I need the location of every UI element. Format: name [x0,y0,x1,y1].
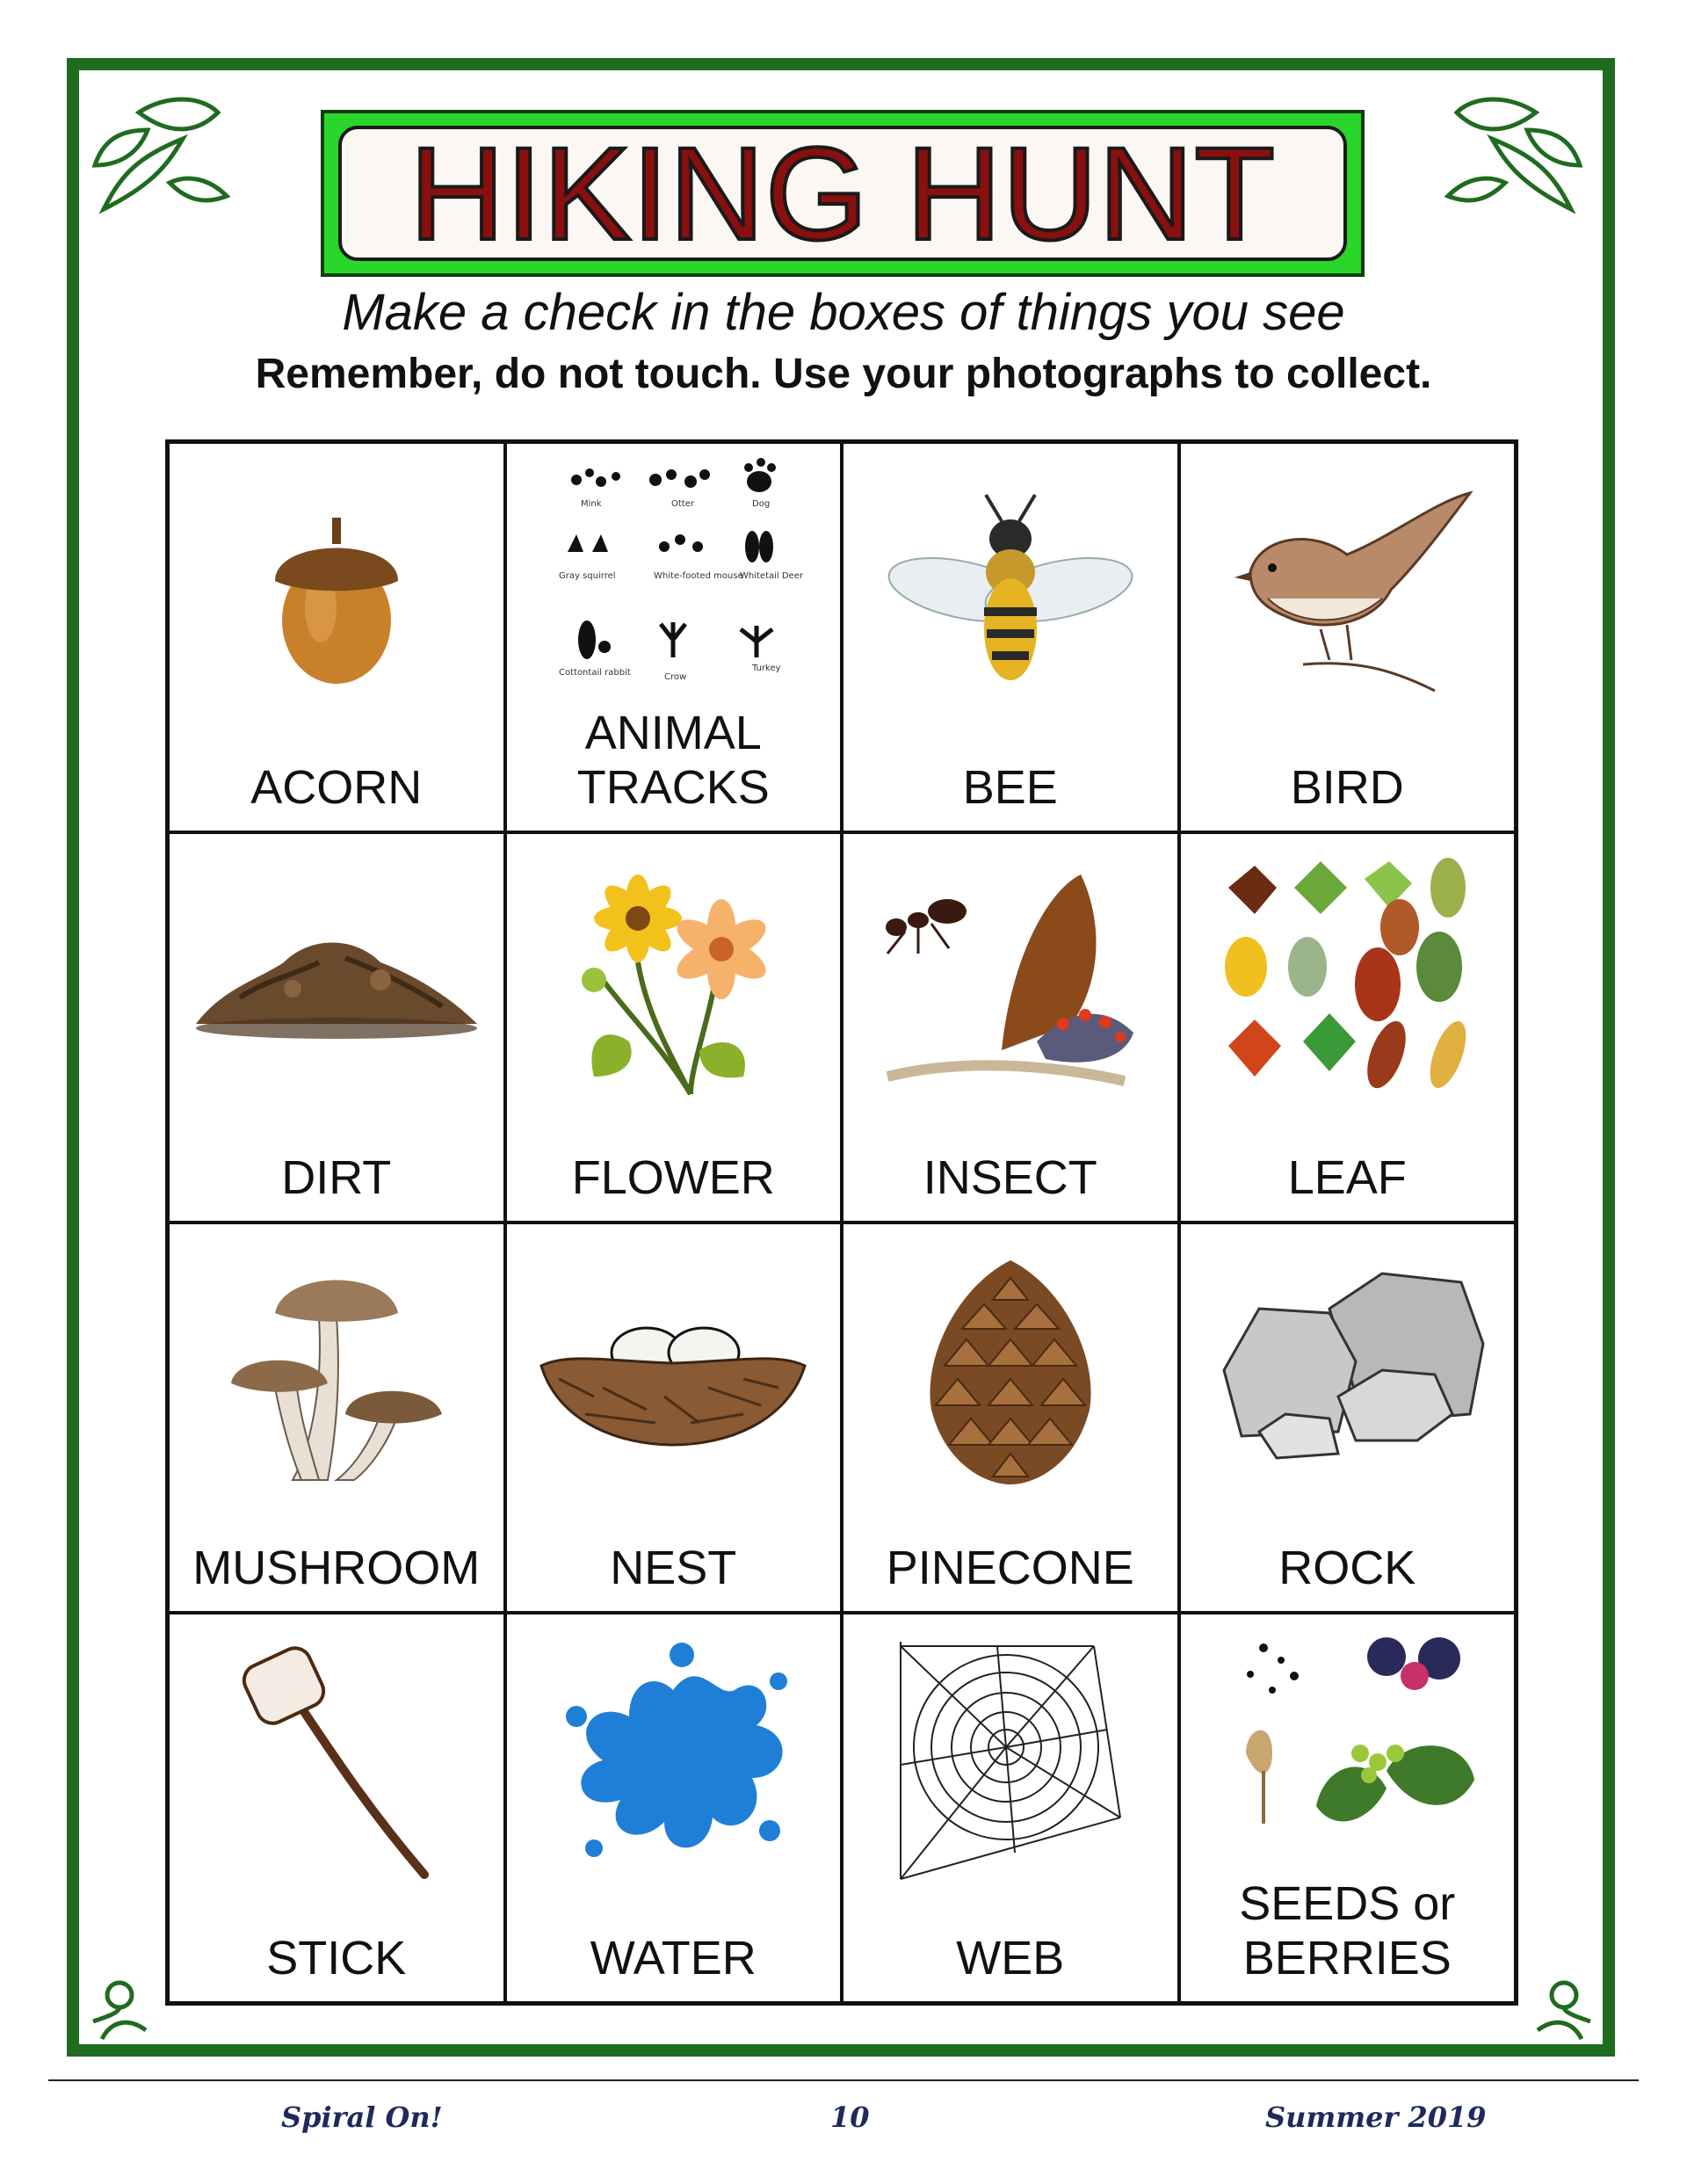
grid-cell-pinecone[interactable] [842,1223,1179,1613]
grid-cell-rock[interactable] [1179,1223,1517,1613]
grid-cell-seeds-berries[interactable] [1179,1613,1517,2003]
pinecone-icon [844,1238,1177,1502]
track-label: Otter [671,499,695,509]
item-label: ACORN [250,761,423,814]
item-label: MUSHROOM [192,1542,481,1594]
mushroom-icon [170,1238,503,1502]
item-label: LEAF [1287,1151,1407,1204]
item-label: FLOWER [571,1151,775,1204]
track-label: Dog [752,499,771,509]
title-panel [338,120,1347,267]
hunt-grid [165,439,1518,2006]
grid-cell-web[interactable] [842,1613,1179,2003]
grid-cell-nest[interactable] [505,1223,843,1613]
item-label: ROCK [1278,1542,1416,1594]
leaf-ornament-icon [1439,77,1589,227]
insect-icon [844,848,1177,1112]
item-label: BIRD [1290,761,1404,814]
item-label: WEB [956,1932,1065,1984]
grid-cell-animal-tracks[interactable] [505,442,843,832]
item-label: STICK [266,1932,407,1984]
stick-icon [170,1629,503,1892]
seeds-berries-icon [1181,1622,1515,1850]
rock-icon [1181,1238,1515,1502]
item-label: NEST [610,1542,737,1594]
track-label: Whitetail Deer [740,571,804,581]
page-instruction: Remember, do not touch. Use your photographs to collect. [255,351,1432,397]
item-label: DIRT [281,1151,392,1204]
swirl-ornament-icon [1520,1969,1599,2048]
leaf-icon [1181,848,1515,1112]
track-label: Crow [664,672,687,682]
item-label: SEEDS or BERRIES [1239,1877,1456,1984]
water-icon [507,1629,841,1892]
grid-cell-insect[interactable] [842,832,1179,1223]
grid-cell-bird[interactable] [1179,442,1517,832]
swirl-ornament-icon [84,1969,163,2048]
web-icon [844,1629,1177,1892]
flower-icon [507,848,841,1112]
track-label: Gray squirrel [559,571,616,581]
grid-cell-leaf[interactable] [1179,832,1517,1223]
grid-cell-flower[interactable] [505,832,843,1223]
nest-icon [507,1238,841,1502]
grid-cell-mushroom[interactable] [168,1223,505,1613]
bird-icon [1181,458,1515,722]
dirt-icon [170,848,503,1112]
title-banner [321,110,1365,277]
footer-page-number: 10 [830,2101,870,2134]
acorn-icon [170,458,503,722]
footer-divider [48,2079,1639,2081]
animal-tracks-icon [507,451,841,715]
grid-cell-water[interactable] [505,1613,843,2003]
footer-publication: Spiral On! [281,2101,443,2134]
grid-cell-acorn[interactable] [168,442,505,832]
item-label: INSECT [923,1151,1097,1204]
leaf-ornament-icon [86,77,235,227]
page-subtitle: Make a check in the boxes of things you see [342,284,1345,341]
item-label: BEE [962,761,1058,814]
track-label: Turkey [752,664,781,673]
grid-cell-dirt[interactable] [168,832,505,1223]
track-label: White-footed mouse [654,571,743,581]
footer-issue: Summer 2019 [1265,2101,1487,2134]
page-title: HIKING HUNT [409,120,1276,267]
grid-cell-bee[interactable] [842,442,1179,832]
item-label: PINECONE [886,1542,1134,1594]
item-label: ANIMAL TRACKS [576,707,770,814]
track-label: Cottontail rabbit [559,668,632,678]
bee-icon [844,458,1177,722]
item-label: WATER [590,1932,757,1984]
grid-cell-stick[interactable] [168,1613,505,2003]
track-label: Mink [581,499,602,509]
